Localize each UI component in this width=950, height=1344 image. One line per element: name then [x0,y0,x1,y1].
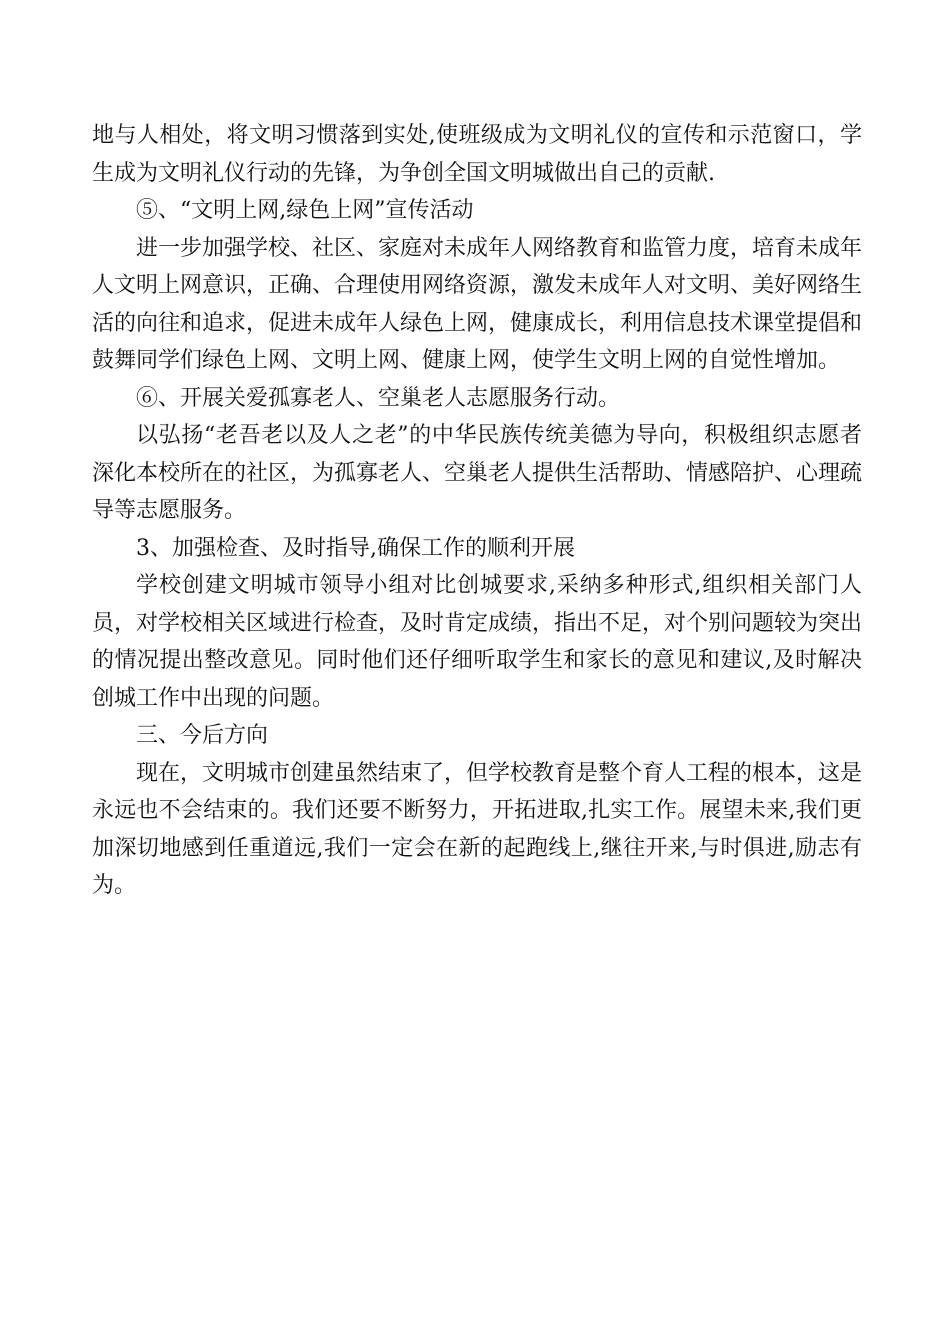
heading-inspection-guidance: 3、加强检查、及时指导,确保工作的顺利开展 [136,535,575,561]
paragraph-continuation: 地与人相处，将文明习惯落到实处,使班级成为文明礼仪的宣传和示范窗口，学生成为文明礼仪行动的先锋，为争创全国文明城做出自己的贡献. [92,123,862,186]
heading-civilized-internet-campaign: ⑤、“文明上网,绿色上网”宣传活动 [136,198,474,223]
paragraph-future: 现在，文明城市创建虽然结束了，但学校教育是整个育人工程的根本，这是永远也不会结束的。我们还要不断努力，开拓进取,扎实工作。展望未来,我们更加深切地感到任重道远,我们一定会在新的起跑线上,继往开来,与时俱进,励志有为。 [92,760,863,898]
paragraph-inspection: 学校创建文明城市领导小组对比创城要求,采纳多种形式,组织相关部门人员，对学校相关区域进行检查，及时肯定成绩，指出不足，对个别问题较为突出的情况提出整改意见。同时他们还仔细听取学生和家长的意见和建议,及时解决创城工作中出现的问题。 [92,573,863,711]
paragraph-elderly-care: 以弘扬“老吾老以及人之老”的中华民族传统美德为导向，积极组织志愿者深化本校所在的社区，为孤寡老人、空巢老人提供生活帮助、情感陪护、心理疏导等志愿服务。 [92,423,863,523]
heading-future-direction: 三、今后方向 [136,723,269,748]
heading-elderly-volunteer-service: ⑥、开展关爱孤寡老人、空巢老人志愿服务行动。 [136,385,621,411]
paragraph-internet-education: 进一步加强学校、社区、家庭对未成年人网络教育和监管力度，培育未成年人文明上网意识，正确、合理使用网络资源，激发未成年人对文明、美好网络生活的向往和追求，促进未成年人绿色上网，健康成长，利用信息技术课堂提倡和鼓舞同学们绿色上网、文明上网、健康上网，使学生文明上网的自觉性增加。 [92,235,863,373]
document-body [92,117,862,905]
